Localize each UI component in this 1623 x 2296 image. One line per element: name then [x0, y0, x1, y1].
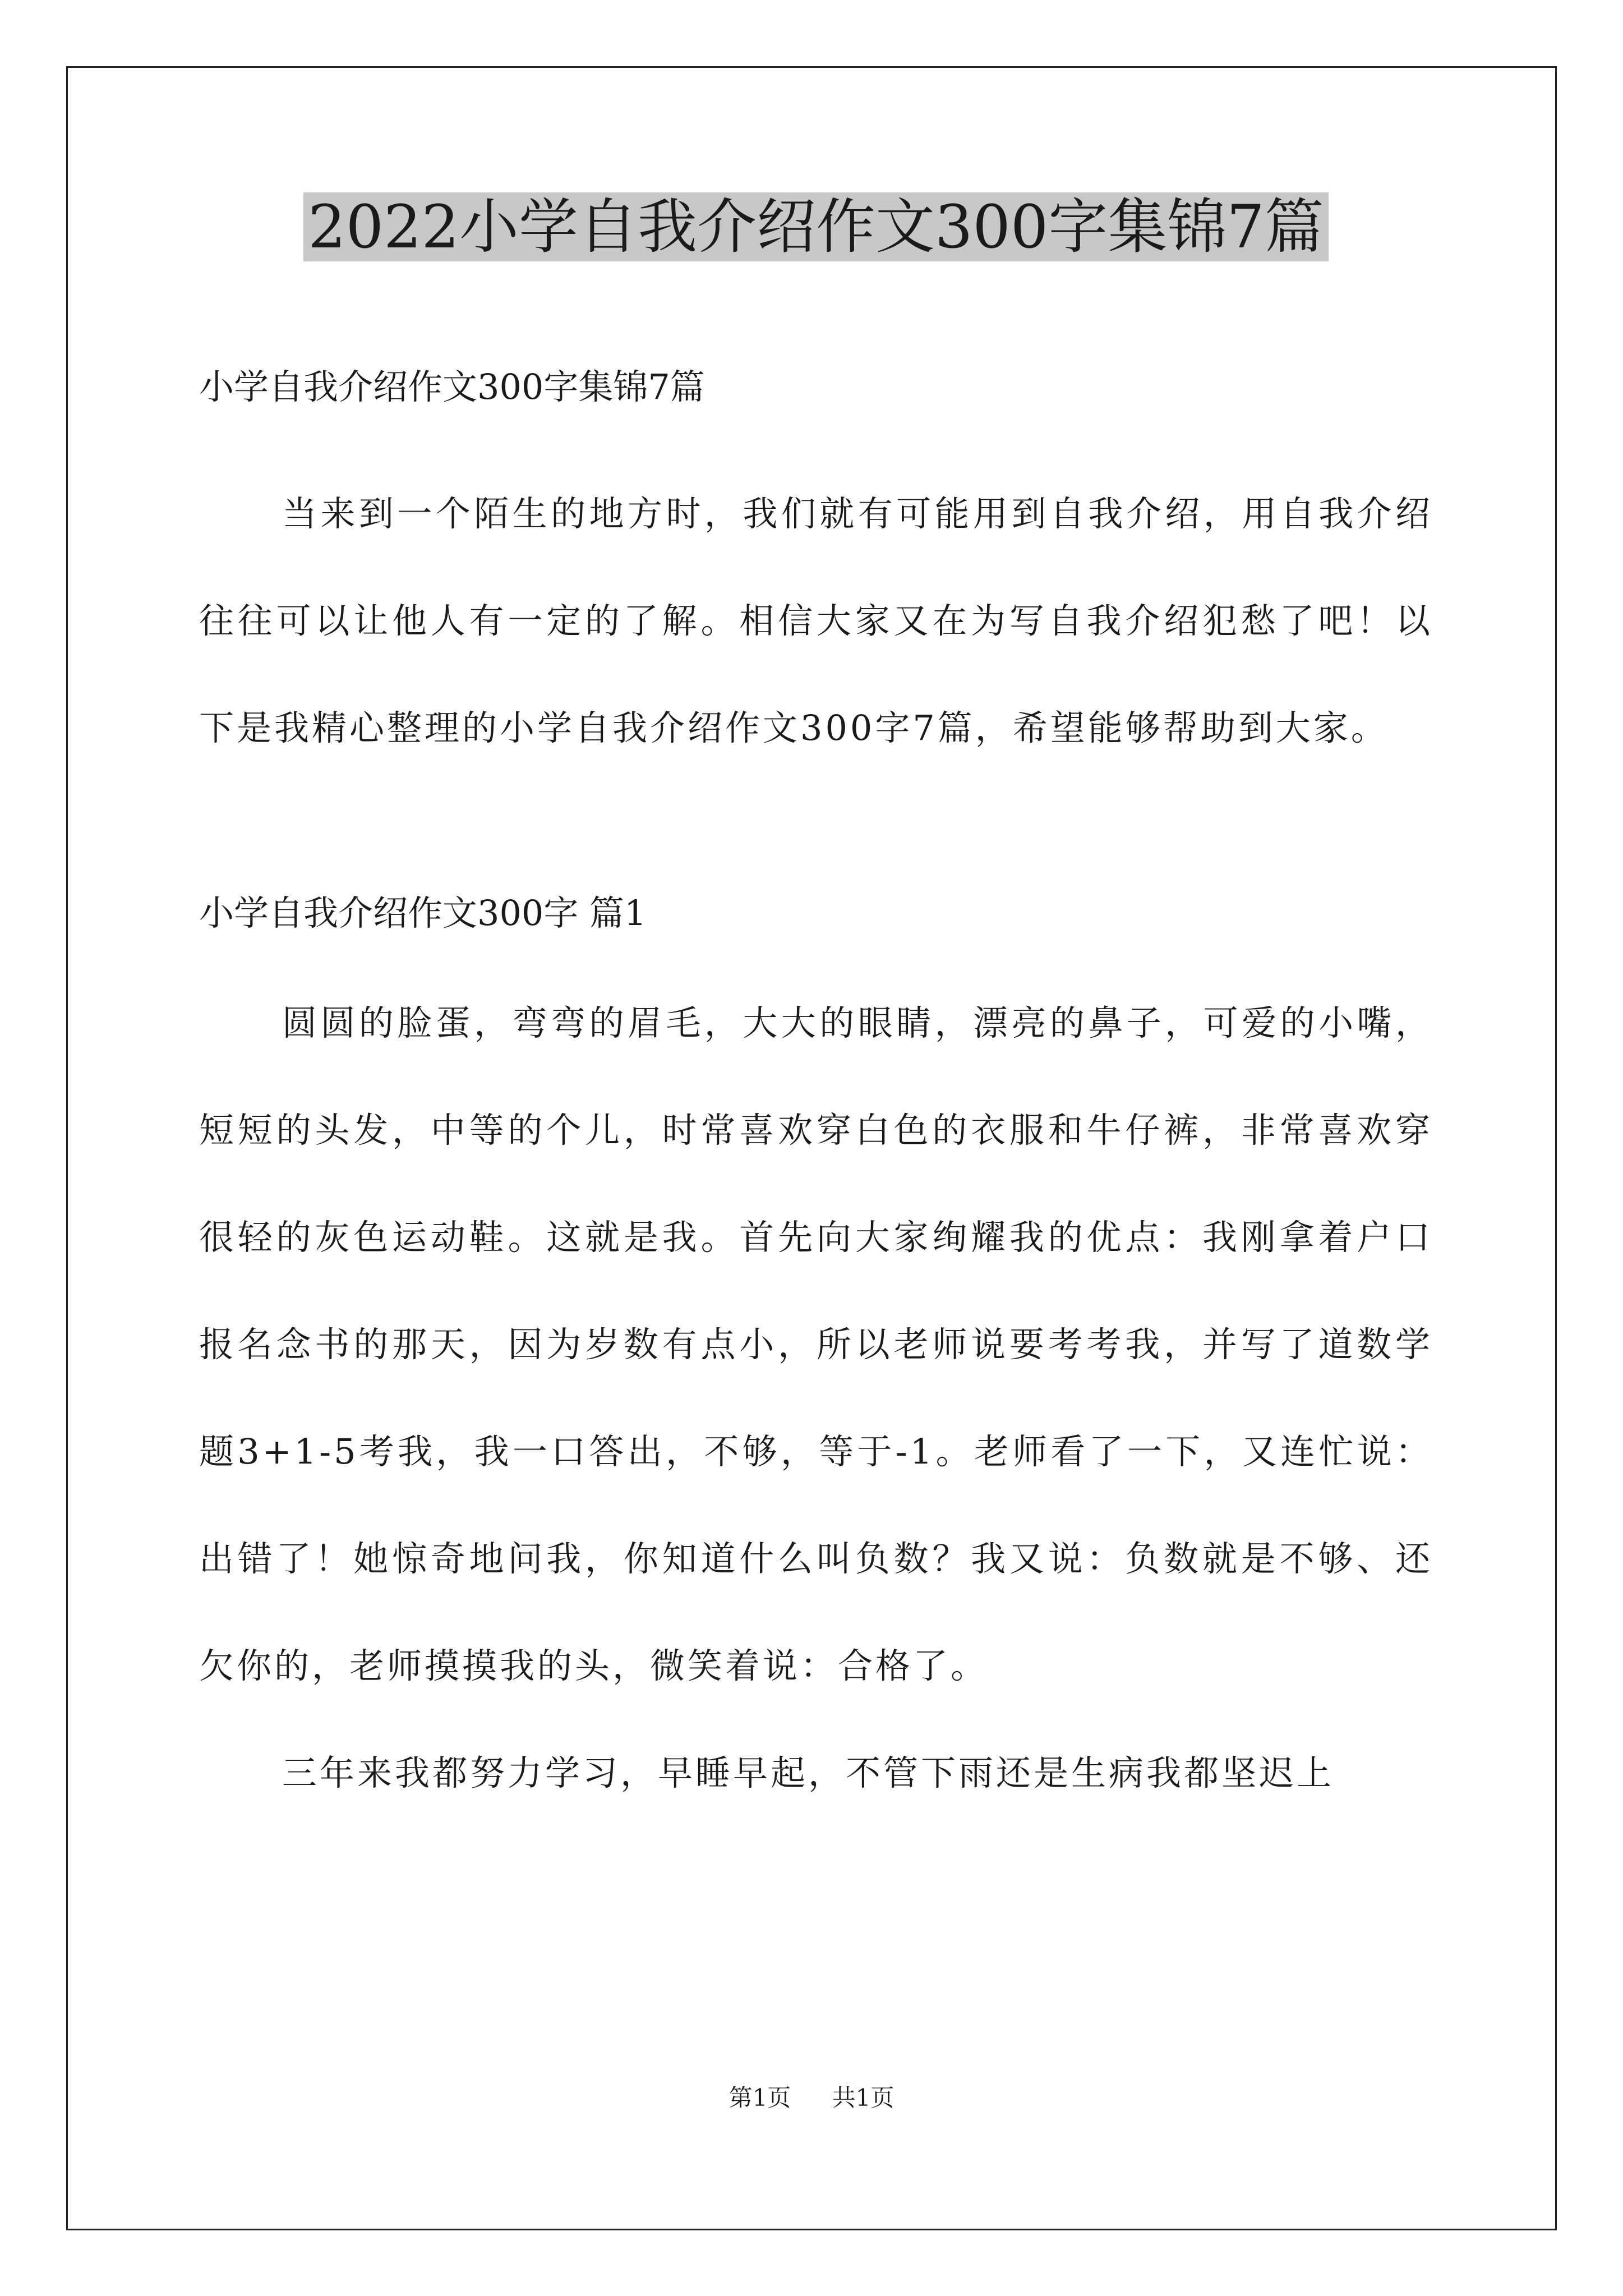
page-footer — [0, 2081, 1623, 2115]
document-title — [199, 185, 1433, 269]
body-paragraph-2: 三年来我都努力学习，早睡早起，不管下雨还是生病我都坚迟上 — [282, 1752, 1335, 1793]
body-paragraph-1: 圆圆的脸蛋，弯弯的眉毛，大大的眼睛，漂亮的鼻子，可爱的小嘴，短短的头发，中等的个儿，时常喜欢穿白色的衣服和牛仔裤，非常喜欢穿很轻的灰色运动鞋。这就是我。首先向大家绚耀我的优点：我刚拿着户口报名念书的那天，因为岁数有点小，所以老师说要考考我，并写了道数学题3+1-5考我，我一口答出，不够，等于-1。老师看了一下，又连忙说：出错了！她惊奇地问我，你知道什么叫负数？我又说：负数就是不够、还欠你的，老师摸摸我的头，微笑着说：合格了。 — [199, 1002, 1433, 1686]
page-number-total: 共1页 — [832, 2084, 895, 2111]
document-subtitle: 小学自我介绍作文300字集锦7篇 — [199, 366, 705, 407]
document-title-text: 2022小学自我介绍作文300字集锦7篇 — [303, 192, 1329, 261]
page-number-current: 第1页 — [728, 2084, 791, 2111]
document-body — [199, 185, 1433, 1826]
intro-paragraph: 当来到一个陌生的地方时，我们就有可能用到自我介绍，用自我介绍往往可以让他人有一定的了解。相信大家又在为写自我介绍犯愁了吧！以下是我精心整理的小学自我介绍作文300字7篇，希望能够帮助到大家。 — [199, 493, 1433, 748]
section-heading: 小学自我介绍作文300字 篇1 — [199, 892, 647, 933]
